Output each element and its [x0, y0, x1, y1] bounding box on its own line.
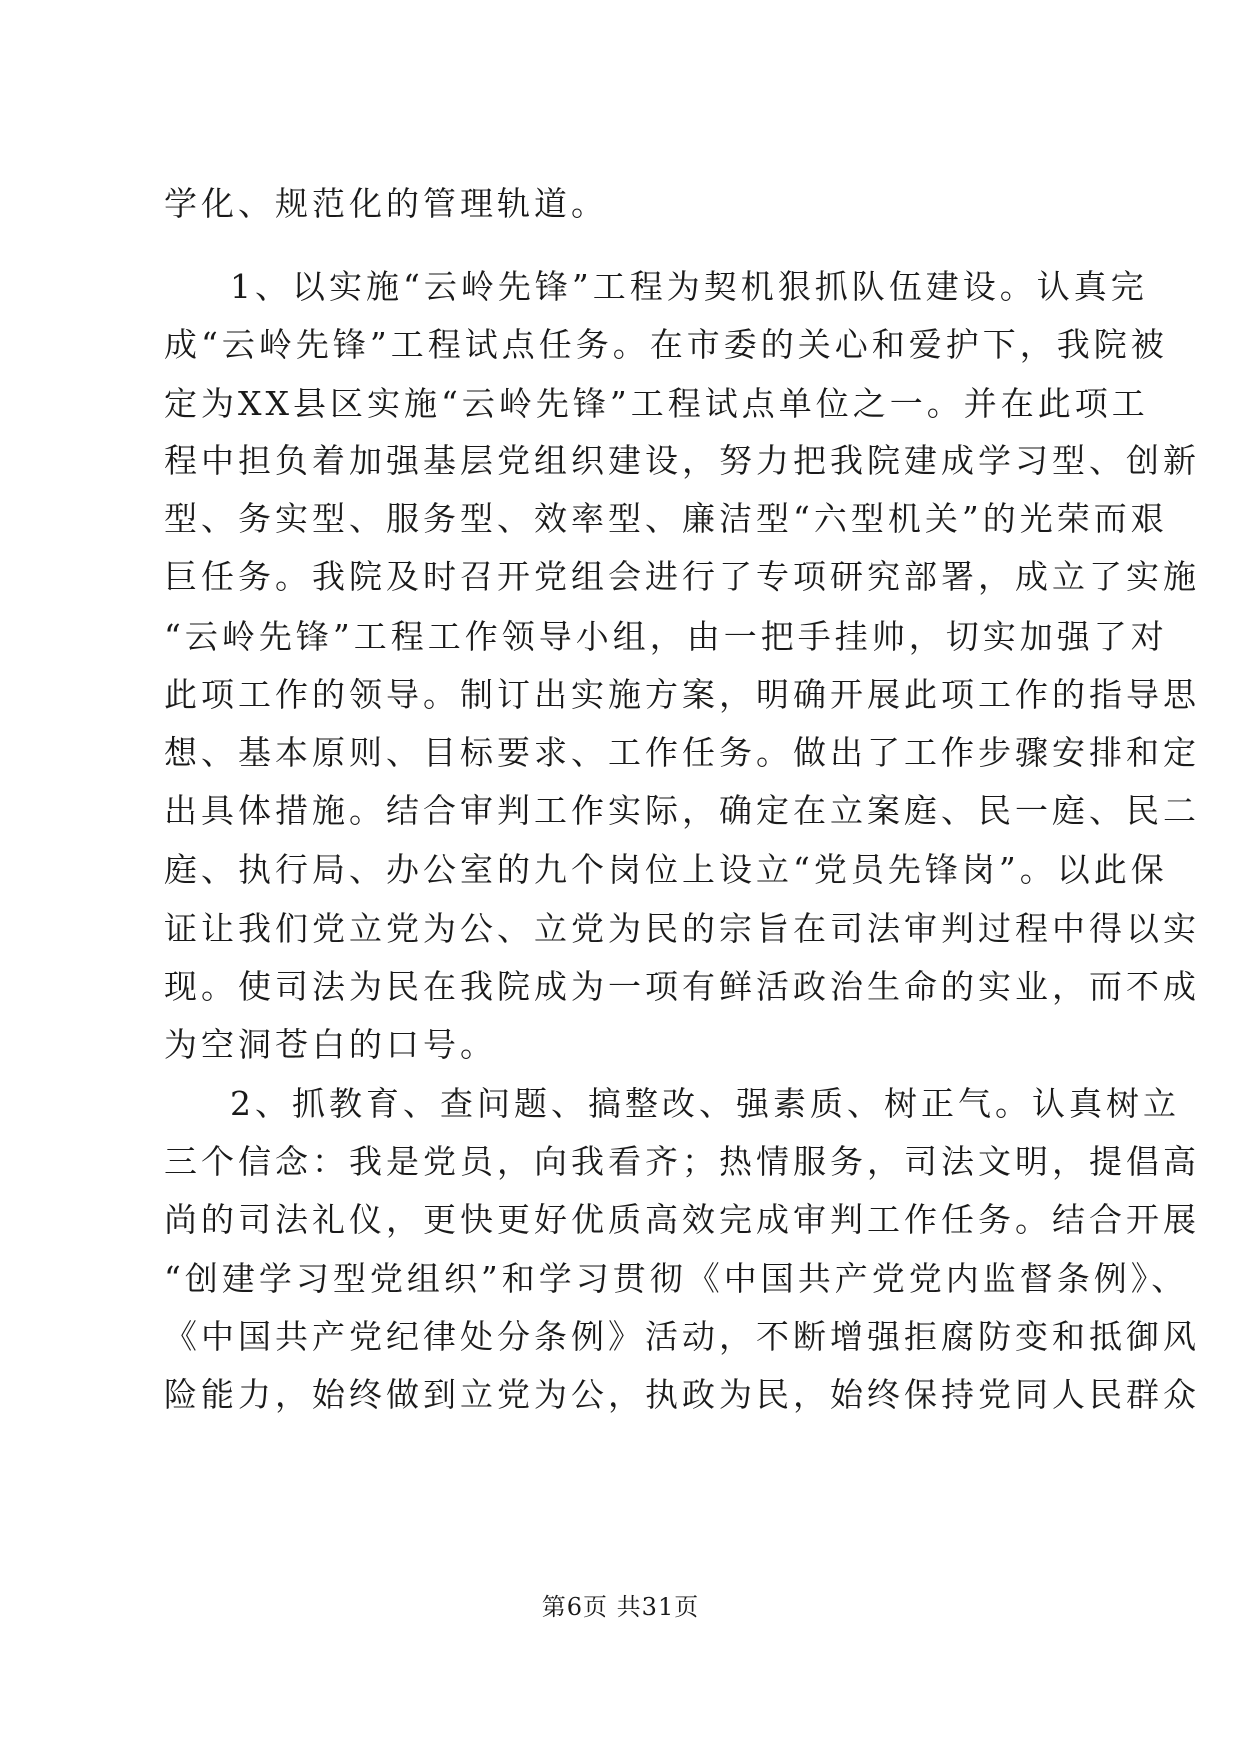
- paragraph-line: 出具体措施。结合审判工作实际，确定在立案庭、民一庭、民二: [164, 791, 1200, 830]
- paragraph-line: 程中担负着加强基层党组织建设，努力把我院建成学习型、创新: [164, 441, 1200, 480]
- paragraph-line: 成“云岭先锋”工程试点任务。在市委的关心和爱护下，我院被: [164, 325, 1168, 364]
- paragraph-line: 《中国共产党纪律处分条例》活动，不断增强拒腐防变和抵御风: [164, 1317, 1200, 1356]
- paragraph-line: 三个信念：我是党员，向我看齐；热情服务，司法文明，提倡高: [164, 1142, 1200, 1181]
- paragraph-line: 险能力，始终做到立党为公，执政为民，始终保持党同人民群众: [164, 1375, 1200, 1414]
- paragraph-line: 现。使司法为民在我院成为一项有鲜活政治生命的实业，而不成: [164, 967, 1200, 1006]
- paragraph-line: 巨任务。我院及时召开党组会进行了专项研究部署，成立了实施: [164, 557, 1200, 596]
- paragraph-line: 2、抓教育、查问题、搞整改、强素质、树正气。认真树立: [230, 1084, 1180, 1123]
- paragraph-line: 定为XX县区实施“云岭先锋”工程试点单位之一。并在此项工: [164, 384, 1149, 423]
- page-footer: 第6页 共31页: [541, 1593, 700, 1621]
- paragraph-line: 1、以实施“云岭先锋”工程为契机狠抓队伍建设。认真完: [230, 267, 1148, 306]
- paragraph-line: 想、基本原则、目标要求、工作任务。做出了工作步骤安排和定: [164, 733, 1200, 772]
- paragraph-line: 尚的司法礼仪，更快更好优质高效完成审判工作任务。结合开展: [164, 1200, 1200, 1239]
- paragraph-line: 学化、规范化的管理轨道。: [164, 184, 608, 223]
- paragraph-line: 证让我们党立党为公、立党为民的宗旨在司法审判过程中得以实: [164, 909, 1200, 948]
- paragraph-line: 型、务实型、服务型、效率型、廉洁型“六型机关”的光荣而艰: [164, 499, 1168, 538]
- paragraph-line: 此项工作的领导。制订出实施方案，明确开展此项工作的指导思: [164, 675, 1200, 714]
- paragraph-line: 庭、执行局、办公室的九个岗位上设立“党员先锋岗”。以此保: [164, 850, 1168, 889]
- paragraph-line: 为空洞苍白的口号。: [164, 1025, 497, 1064]
- paragraph-line: “云岭先锋”工程工作领导小组，由一把手挂帅，切实加强了对: [164, 617, 1168, 656]
- paragraph-line: “创建学习型党组织”和学习贯彻《中国共产党党内监督条例》、: [164, 1259, 1189, 1298]
